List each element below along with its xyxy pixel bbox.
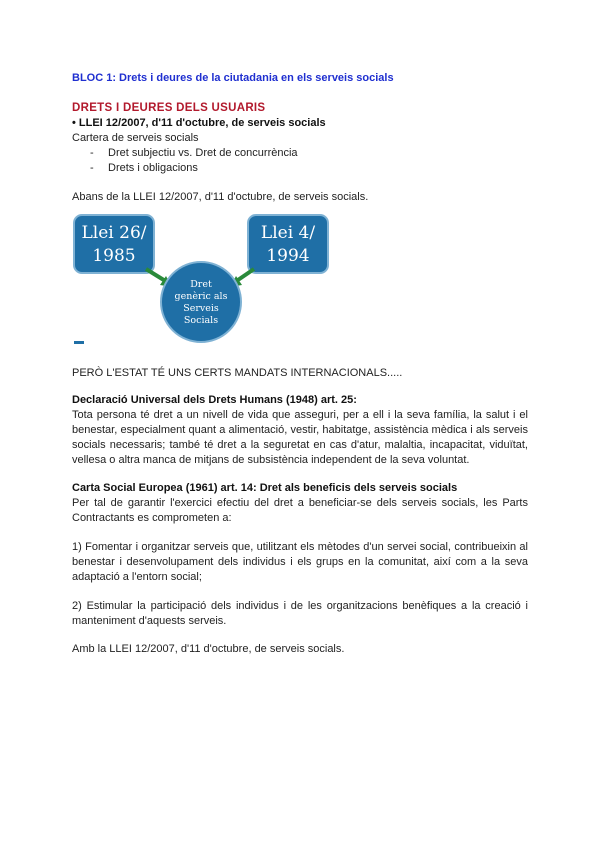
charter-point-1: 1) Fomentar i organitzar serveis que, utilitzant els mètodes d'un servei social, contribueixin al benestar i desenvolupament dels individus i els grups en la comunitat, així com a la seva adaptació a l'entorn social; <box>72 541 528 583</box>
diagram-marker <box>74 341 84 344</box>
declaration-body: Tota persona té dret a un nivell de vida que asseguri, per a ell i la seva família, la salut i el benestar, especialment quant a alimentació, vestir, habitatge, assistència mèdica i als serveis socials necessaris; també té dret a la seguretat en cas d'atur, malaltia, incapacitat, viduïtat, vellesa o altra manca de mitjans de subsistència independent de la seva voluntat. <box>72 409 528 466</box>
circle-line3: Serveis <box>183 303 219 314</box>
before-text: Abans de la LLEI 12/2007, d'11 d'octubre, de serveis socials. <box>72 191 369 203</box>
section-title: DRETS I DEURES DELS USUARIS <box>72 102 266 114</box>
charter-body: Per tal de garantir l'exercici efectiu del dret a beneficiar-se dels serveis socials, les Parts Contractants es comprometen a: <box>72 497 528 524</box>
portfolio-list <box>72 146 528 176</box>
mandates-text: PERÒ L'ESTAT TÉ UNS CERTS MANDATS INTERNACIONALS..... <box>72 367 403 379</box>
law-diagram <box>72 205 332 350</box>
portfolio-label: Cartera de serveis socials <box>72 132 199 144</box>
law-line: • LLEI 12/2007, d'11 d'octubre, de serveis socials <box>72 117 326 129</box>
list-item: - Dret subjectiu vs. Dret de concurrència <box>72 146 528 161</box>
box-left-line1: Llei 26/ <box>81 223 147 243</box>
box-left-line2: 1985 <box>92 246 136 266</box>
portfolio-block <box>72 131 528 176</box>
list-item: - Drets i obligacions <box>72 161 528 176</box>
charter-point-2: 2) Estimular la participació dels individus i de les organitzacions benèfiques a la creació i manteniment d'aquests serveis. <box>72 600 528 627</box>
box-right-line2: 1994 <box>266 246 310 266</box>
document-heading: BLOC 1: Drets i deures de la ciutadania en els serveis socials <box>72 72 394 84</box>
after-text: Amb la LLEI 12/2007, d'11 d'octubre, de serveis socials. <box>72 643 345 655</box>
charter-title: Carta Social Europea (1961) art. 14: Dret als beneficis dels serveis socials <box>72 482 458 494</box>
circle-line2: genèric als <box>174 291 228 302</box>
circle-line4: Socials <box>183 315 219 326</box>
circle-dret-generic <box>161 262 241 342</box>
box-right-line1: Llei 4/ <box>260 223 316 243</box>
circle-line1: Dret <box>190 279 212 290</box>
declaration-title: Declaració Universal dels Drets Humans (1948) art. 25: <box>72 394 357 406</box>
